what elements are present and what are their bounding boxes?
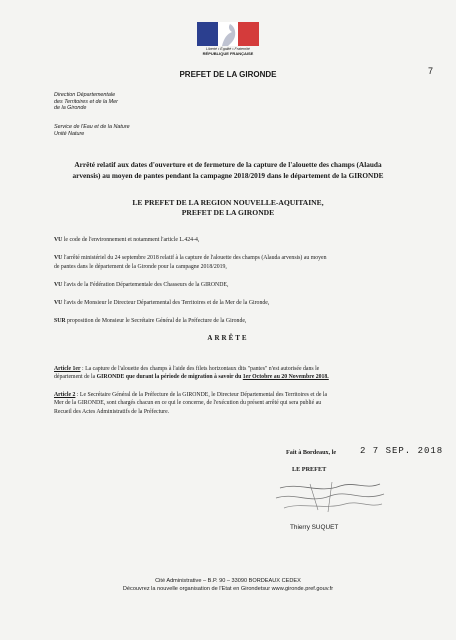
prefet-heading: PREFET DE LA GIRONDE: [179, 70, 277, 79]
considerant: VU le code de l'environnement et notamment l'article L.424-4,: [54, 237, 200, 243]
signatory-name: Thierry SUQUET: [290, 524, 339, 531]
service-line: Service de l'Eau et de la Nature: [54, 124, 130, 130]
issuer-block: [54, 92, 118, 112]
margin-mark: 7: [428, 66, 434, 76]
authority-line: PREFET DE LA GIRONDE: [181, 208, 275, 217]
issuer-line: des Territoires et de la Mer: [54, 98, 118, 105]
issuer-line: Direction Départementale: [54, 92, 116, 98]
signatory-title: LE PREFET: [292, 466, 327, 473]
signature-place: Fait à Bordeaux, le: [286, 449, 337, 456]
footer-address: Cité Administrative – B.P. 90 – 33090 BORDEAUX CEDEX: [155, 578, 301, 584]
title-line: Arrêté relatif aux dates d'ouverture et de fermeture de la capture de l'alouette des champs (Alauda: [74, 160, 382, 169]
logo-motto: Liberté • Égalité • Fraternité: [206, 47, 250, 51]
tricolor-flag-icon: [197, 22, 259, 46]
title-line: arvensis) au moyen de pantes pendant la campagne 2018/2019 dans le département de la GIRONDE: [72, 170, 384, 180]
article-2: Article 2 : Le Secrétaire Général de la Préfecture de la GIRONDE, le Directeur Départemental des Territoires et de la Mer de la GIRONDE, sont chargés chacun en ce qui le concerne, de l'exécution du présent arrêté qui sera publié au Recueil des Actes Administratifs de la Préfecture.: [54, 392, 328, 415]
issuer-line: de la Gironde: [54, 105, 87, 112]
considerant: VU l'avis de Monsieur le Directeur Départemental des Territoires et de la Mer de la Gironde,: [54, 300, 270, 306]
authority-line: LE PREFET DE LA REGION NOUVELLE-AQUITAINE,: [132, 198, 324, 207]
marianne-logo: [197, 22, 259, 56]
document-title: [40, 160, 416, 181]
considerant: de pantes dans le département de la Gironde pour la campagne 2018/2019,: [54, 264, 227, 270]
service-block: [54, 124, 130, 137]
article-1: Article 1er : La capture de l'alouette des champs à l'aide des filets horizontaux dits "pantes" n'est autorisée dans le département de la GIRONDE que durant la période de migration à savoir du 1er Octobre au 20 Novembre 2018.: [54, 366, 329, 381]
authority-heading: [0, 198, 456, 218]
considerant: VU l'arrêté ministériel du 24 septembre 2018 relatif à la capture de l'alouette des champs (Alauda arvensis) au moyen: [54, 255, 327, 261]
considerant: SUR proposition de Monsieur le Secrétaire Général de la Préfecture de la Gironde,: [54, 318, 247, 324]
arrete-heading: ARRÊTE: [207, 334, 249, 342]
service-line: Unité Nature: [54, 130, 85, 137]
footer-website: Découvrez la nouvelle organisation de l'Etat en Girondetsur www.gironde.pref.gouv.fr: [122, 586, 334, 592]
signature-scribble: [270, 480, 388, 514]
logo-republic: RÉPUBLIQUE FRANÇAISE: [202, 51, 254, 56]
date-stamp: 2 7 SEP. 2018: [360, 446, 444, 456]
considerant: VU l'avis de la Fédération Départementale des Chasseurs de la GIRONDE,: [54, 282, 229, 288]
